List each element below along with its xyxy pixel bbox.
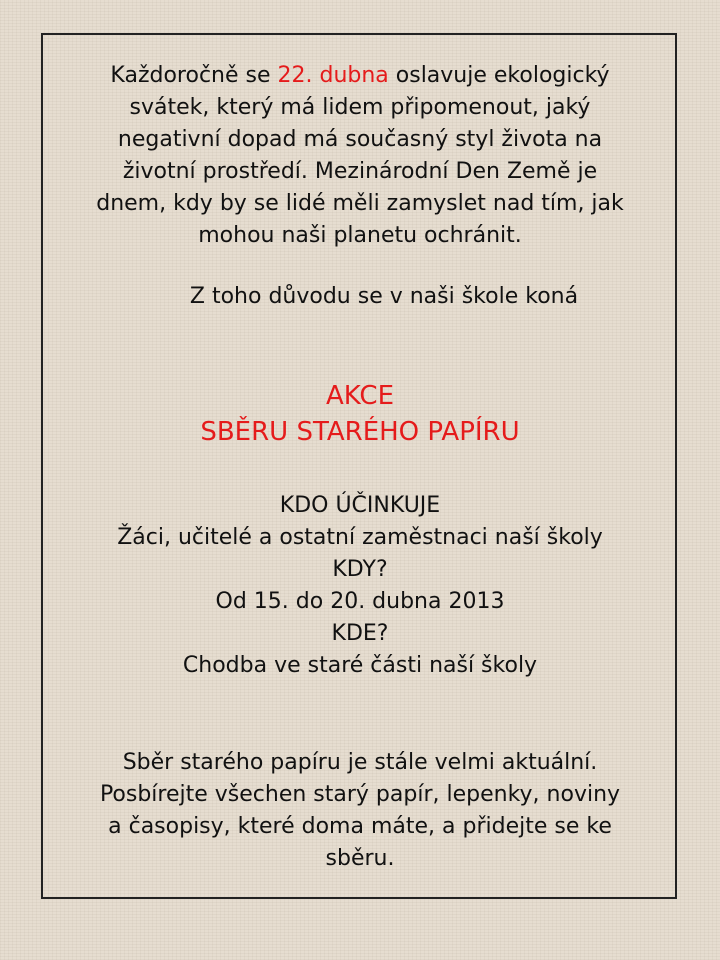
event-title-line-2: SBĚRU STARÉHO PAPÍRU	[200, 417, 520, 447]
event-info	[0, 490, 720, 682]
where-value: Chodba ve staré části naší školy	[182, 653, 538, 678]
when-value: Od 15. do 20. dubna 2013	[215, 589, 505, 614]
event-title	[0, 378, 720, 450]
intro-text-start: Každoročně se	[110, 63, 278, 88]
intro-line-4: životní prostředí. Mezinárodní Den Země je	[122, 159, 598, 184]
closing-line-4: sběru.	[325, 846, 395, 871]
intro-text-rest: oslavuje ekologický	[388, 63, 610, 88]
event-title-line-1: AKCE	[326, 381, 394, 411]
intro-line-1	[0, 60, 720, 92]
where-label: KDE?	[331, 621, 389, 646]
intro-line-2: svátek, který má lidem připomenout, jaký	[129, 95, 591, 120]
when-label: KDY?	[332, 557, 388, 582]
closing-line-3: a časopisy, které doma máte, a přidejte se ke	[108, 814, 612, 839]
closing-line-2: Posbírejte všechen starý papír, lepenky, noviny	[99, 782, 621, 807]
who-label: KDO ÚČINKUJE	[279, 493, 441, 518]
earth-day-date: 22. dubna	[277, 63, 389, 88]
closing-line-1: Sběr starého papíru je stále velmi aktuální.	[122, 750, 598, 775]
intro-paragraph	[0, 60, 720, 252]
intro-line-3: negativní dopad má současný styl života na	[117, 127, 603, 152]
reason-line: Z toho důvodu se v naši škole koná	[189, 284, 579, 309]
intro-line-5: dnem, kdy by se lidé měli zamyslet nad tím, jak	[96, 191, 624, 216]
intro-line-6: mohou naši planetu ochránit.	[198, 223, 522, 248]
who-value: Žáci, učitelé a ostatní zaměstnaci naší školy	[117, 525, 603, 550]
closing-paragraph	[0, 747, 720, 875]
